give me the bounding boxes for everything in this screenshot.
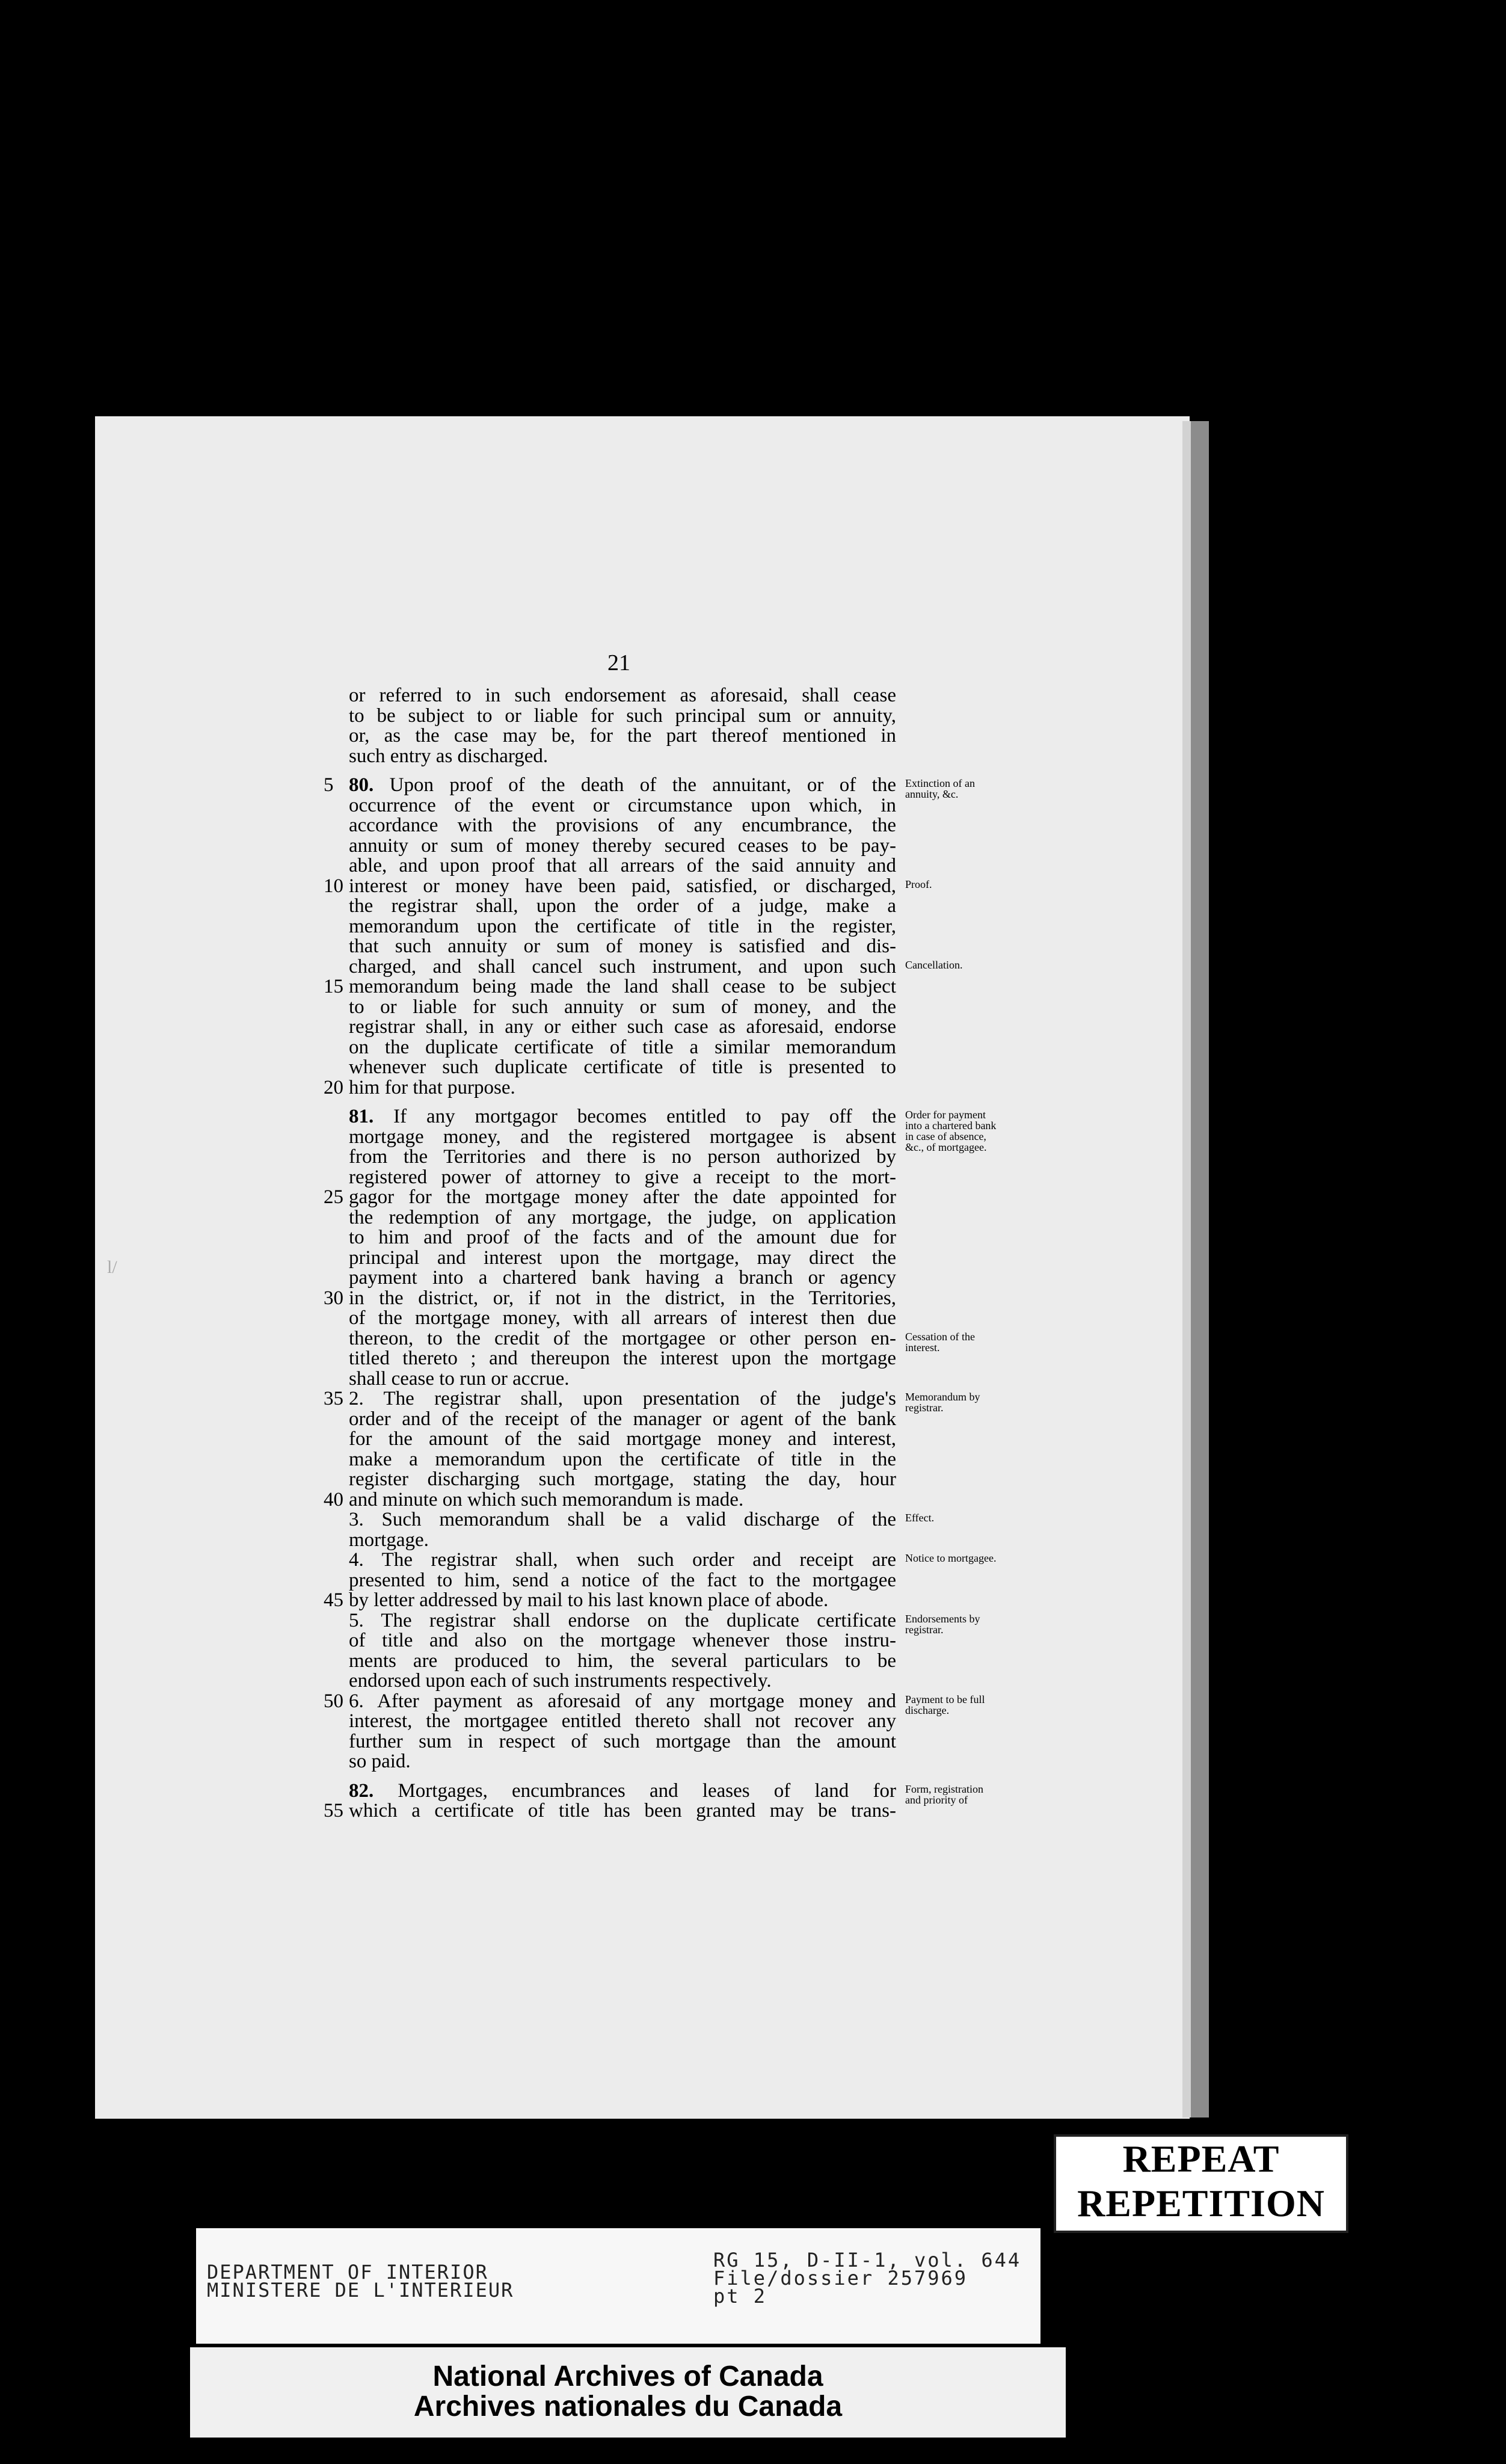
text-line <box>349 1268 896 1289</box>
text-line <box>349 1571 896 1591</box>
statute-text <box>324 685 896 1822</box>
text-line <box>324 976 896 997</box>
line-text: to be subject to or liable for such principal sum or annuity, <box>349 704 896 727</box>
margin-note: Payment to be full discharge. <box>905 1693 985 1716</box>
text-line <box>349 1732 896 1752</box>
text-line <box>349 1308 896 1329</box>
margin-mark: l/ <box>107 1257 117 1277</box>
line-text: 6. After payment as aforesaid of any mortgage money and <box>349 1690 896 1712</box>
margin-note: Endorsements by registrar. <box>905 1613 980 1636</box>
text-line <box>349 1409 896 1430</box>
text-line <box>349 937 896 957</box>
line-text: him for that purpose. <box>349 1076 515 1098</box>
text-line <box>349 1781 896 1802</box>
text-line <box>349 1038 896 1058</box>
text-line <box>324 1488 896 1511</box>
text-line <box>349 1530 896 1551</box>
text-line <box>349 1510 896 1530</box>
line-text: to or liable for such annuity or sum of money, and the <box>349 996 896 1018</box>
line-text: of title and also on the mortgage whenever those instru- <box>349 1630 896 1651</box>
text-line <box>349 686 896 706</box>
line-text: so paid. <box>349 1751 411 1772</box>
line-number: 30 <box>324 1287 343 1309</box>
line-text: payment into a chartered bank having a branch or agency <box>349 1267 896 1289</box>
archives-strip <box>190 2347 1066 2438</box>
archives-name-fr: Archives nationales du Canada <box>413 2391 843 2422</box>
line-number: 20 <box>324 1076 343 1098</box>
text-line <box>349 816 896 836</box>
line-text: or referred to in such endorsement as aforesaid, shall cease <box>349 685 896 706</box>
text-line <box>349 1470 896 1490</box>
line-text: 2. The registrar shall, upon presentation of the judge's <box>349 1388 896 1409</box>
text-line <box>349 1429 896 1450</box>
archives-name-en: National Archives of Canada <box>432 2361 823 2392</box>
text-line <box>349 997 896 1018</box>
text-line <box>324 1186 896 1208</box>
line-text: 3. Such memorandum shall be a valid discharge of the <box>349 1509 896 1530</box>
line-text: which a certificate of title has been granted may be trans- <box>349 1800 896 1822</box>
line-text: further sum in respect of such mortgage than the amount <box>349 1730 896 1752</box>
text-line <box>349 1127 896 1148</box>
file-part: pt 2 <box>713 2285 767 2308</box>
text-line <box>324 1287 896 1309</box>
line-text: presented to him, send a notice of the fact to the mortgagee <box>349 1569 896 1591</box>
text-line <box>349 706 896 727</box>
text-line <box>349 1228 896 1248</box>
line-text: by letter addressed by mail to his last known place of abode. <box>349 1589 829 1611</box>
text-line <box>349 726 896 747</box>
line-number: 40 <box>324 1488 343 1511</box>
line-text: such entry as discharged. <box>349 745 549 767</box>
line-text: interest, the mortgagee entitled thereto shall not recover any <box>349 1710 896 1732</box>
text-line <box>349 1369 896 1390</box>
section-number: 80. <box>349 774 374 796</box>
margin-note: Extinction of an annuity, &c. <box>905 777 975 800</box>
line-text: on the duplicate certificate of title a similar memorandum <box>349 1036 896 1058</box>
line-text: mortgage. <box>349 1529 429 1551</box>
text-line <box>324 1690 896 1712</box>
line-number: 25 <box>324 1186 343 1208</box>
line-text: ments are produced to him, the several particulars to be <box>349 1649 896 1672</box>
text-line <box>349 747 896 767</box>
text-line <box>349 856 896 876</box>
line-text: interest or money have been paid, satisfied, or discharged, <box>349 875 896 897</box>
text-line <box>349 796 896 816</box>
line-text: register discharging such mortgage, stating the day, hour <box>349 1468 896 1490</box>
line-text: from the Territories and there is no person authorized by <box>349 1146 896 1168</box>
line-number: 50 <box>324 1690 343 1712</box>
text-line <box>349 1107 896 1127</box>
record-group-ref: RG 15, D-II-1, vol. 644 <box>713 2249 1022 2272</box>
line-text: the redemption of any mortgage, the judge, on application <box>349 1206 896 1228</box>
text-line <box>324 1388 896 1409</box>
text-line <box>349 1711 896 1732</box>
text-line <box>349 1147 896 1168</box>
line-number: 55 <box>324 1800 343 1822</box>
margin-note: Proof. <box>905 878 932 890</box>
margin-note: Notice to mortgagee. <box>905 1552 997 1564</box>
line-text: of the mortgage money, with all arrears of interest then due <box>349 1307 896 1329</box>
text-line <box>324 875 896 897</box>
text-line <box>349 1631 896 1651</box>
text-line <box>349 1450 896 1470</box>
department-strip <box>196 2228 1040 2344</box>
text-line <box>349 957 896 978</box>
line-text: or, as the case may be, for the part thereof mentioned in <box>349 725 896 747</box>
line-text: charged, and shall cancel such instrument, and upon such <box>349 955 896 978</box>
line-text: and minute on which such memorandum is made. <box>349 1488 744 1511</box>
line-text: memorandum being made the land shall cease to be subject <box>349 976 896 997</box>
line-number: 35 <box>324 1388 343 1409</box>
text-line <box>349 1329 896 1349</box>
line-text: mortgage money, and the registered mortgagee is absent <box>349 1126 896 1148</box>
line-text: 5. The registrar shall endorse on the duplicate certificate <box>349 1609 896 1631</box>
text-line <box>349 1168 896 1188</box>
text-line <box>349 1752 896 1772</box>
line-text: principal and interest upon the mortgage, may direct the <box>349 1246 896 1269</box>
repeat-line-2: REPETITION <box>1077 2182 1325 2225</box>
line-text: able, and upon proof that all arrears of the said annuity and <box>349 855 896 876</box>
line-text: order and of the receipt of the manager or agent of the bank <box>349 1408 896 1430</box>
line-text: accordance with the provisions of any encumbrance, the <box>349 815 896 836</box>
text-line <box>349 1349 896 1369</box>
line-text: the registrar shall, upon the order of a judge, make a <box>349 895 896 917</box>
line-text: 4. The registrar shall, when such order and receipt are <box>349 1549 896 1571</box>
department-name-en: DEPARTMENT OF INTERIOR <box>207 2261 488 2284</box>
line-text: registered power of attorney to give a receipt to the mort- <box>349 1166 896 1188</box>
line-text: titled thereto ; and thereupon the interest upon the mortgage <box>349 1348 896 1369</box>
line-text: memorandum upon the certificate of title in the register, <box>349 915 896 937</box>
line-text: gagor for the mortgage money after the date appointed for <box>349 1186 896 1208</box>
line-text: thereon, to the credit of the mortgagee or other person en- <box>349 1327 896 1349</box>
text-line <box>349 1248 896 1269</box>
line-text: registrar shall, in any or either such case as aforesaid, endorse <box>349 1016 896 1038</box>
line-text: Upon proof of the death of the annuitant, or of the <box>373 774 896 796</box>
line-text: in the district, or, if not in the district, in the Territories, <box>349 1287 896 1309</box>
repeat-line-1: REPEAT <box>1122 2137 1280 2180</box>
text-line <box>349 1058 896 1078</box>
text-line <box>324 1800 896 1822</box>
text-line <box>349 917 896 937</box>
file-number: File/dossier 257969 <box>713 2267 968 2290</box>
text-line <box>349 1651 896 1672</box>
margin-note: Cancellation. <box>905 959 963 971</box>
line-text: shall cease to run or accrue. <box>349 1367 570 1390</box>
line-number: 15 <box>324 976 343 997</box>
department-name-fr: MINISTERE DE L'INTERIEUR <box>207 2279 514 2302</box>
text-line <box>349 1611 896 1631</box>
line-text: occurrence of the event or circumstance upon which, in <box>349 794 896 816</box>
line-text: to him and proof of the facts and of the amount due for <box>349 1227 896 1248</box>
text-line <box>324 1589 896 1611</box>
text-line <box>349 1671 896 1692</box>
margin-note: Effect. <box>905 1512 935 1524</box>
margin-note: Form, registration and priority of <box>905 1783 983 1806</box>
page-number: 21 <box>607 650 630 676</box>
line-text: whenever such duplicate certificate of title is presented to <box>349 1056 896 1078</box>
line-text: Mortgages, encumbrances and leases of land for <box>373 1779 896 1802</box>
line-text: make a memorandum upon the certificate of title in the <box>349 1448 896 1470</box>
repeat-label <box>1054 2134 1348 2233</box>
line-number: 10 <box>324 875 343 897</box>
section-number: 82. <box>349 1779 374 1802</box>
text-line <box>324 774 896 796</box>
text-line <box>349 836 896 857</box>
line-number: 5 <box>324 774 334 796</box>
line-text: annuity or sum of money thereby secured ceases to be pay- <box>349 834 896 857</box>
page-edge <box>1182 421 1191 2118</box>
margin-note: Cessation of the interest. <box>905 1331 975 1354</box>
line-text: for the amount of the said mortgage money and interest, <box>349 1428 896 1450</box>
text-line <box>324 1076 896 1098</box>
line-text: that such annuity or sum of money is satisfied and dis- <box>349 935 896 957</box>
text-line <box>349 1208 896 1228</box>
margin-note: Memorandum by registrar. <box>905 1391 980 1414</box>
line-text: endorsed upon each of such instruments respectively. <box>349 1670 772 1692</box>
text-line <box>349 1017 896 1038</box>
margin-note: Order for payment into a chartered bank in case of absence, &c., of mortgagee. <box>905 1109 997 1153</box>
text-line <box>349 1550 896 1571</box>
section-number: 81. <box>349 1106 374 1127</box>
line-text: If any mortgagor becomes entitled to pay off the <box>373 1106 896 1127</box>
line-number: 45 <box>324 1589 343 1611</box>
text-line <box>349 896 896 917</box>
